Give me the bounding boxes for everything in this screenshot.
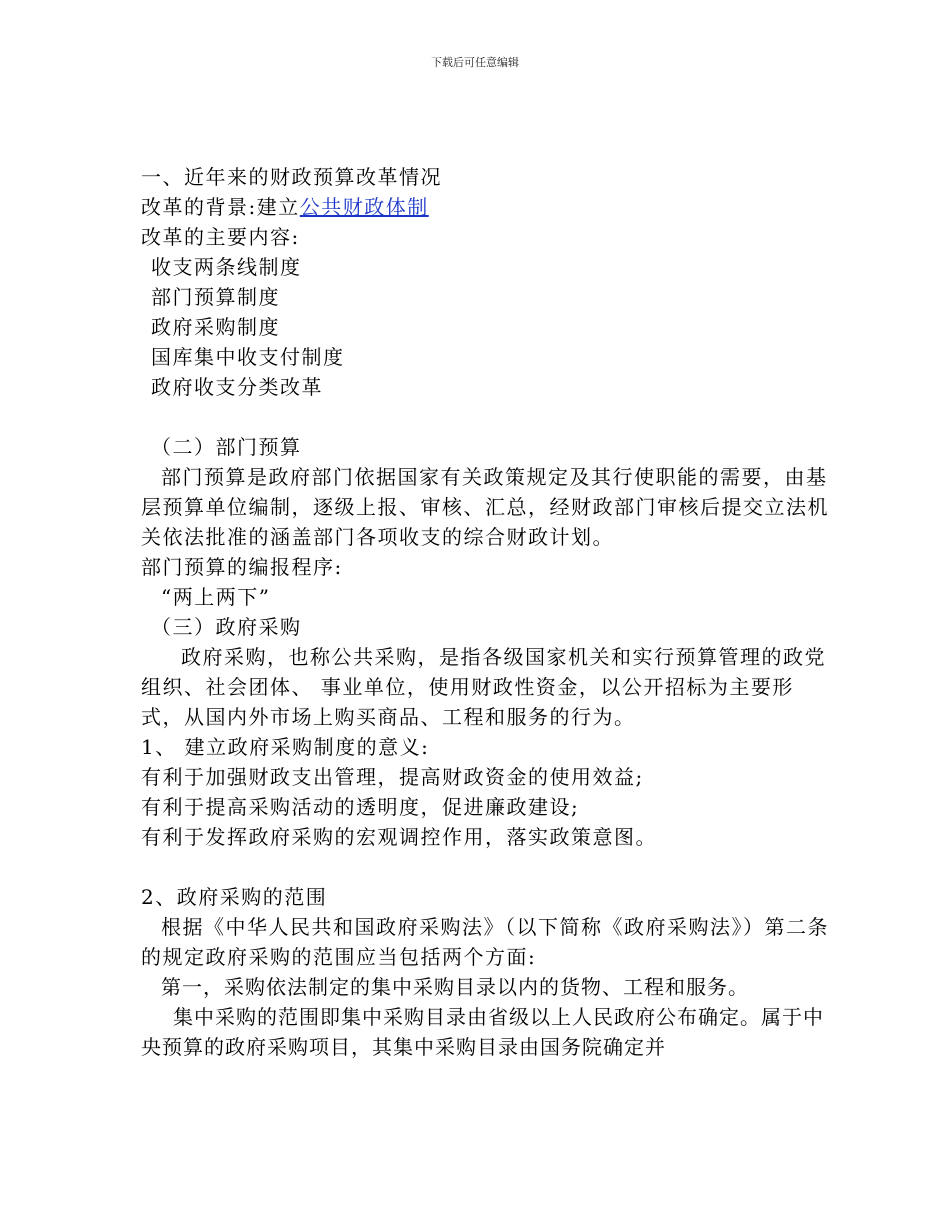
document-body <box>141 162 831 1062</box>
procurement-significance-title: 1、 建立政府采购制度的意义: <box>141 735 430 759</box>
department-budget-paragraph: 部门预算是政府部门依据国家有关政策规定及其行使职能的需要，由基层预算单位编制，逐级上报、审核、汇总，经财政部门审核后提交立法机关依法批准的涵盖部门各项收支的综合财政计划。 <box>141 465 829 549</box>
blank-line <box>141 852 831 882</box>
section-3-title: （三）政府采购 <box>151 615 302 639</box>
procurement-scope-paragraph: 根据《中华人民共和国政府采购法》（以下简称《政府采购法》）第二条的规定政府采购的范围应当包括两个方面: <box>141 915 829 969</box>
procurement-scope-first: 第一，采购依法制定的集中采购目录以内的货物、工程和服务。 <box>161 975 749 999</box>
reform-item: 政府采购制度 <box>151 315 280 339</box>
reform-item: 国库集中收支付制度 <box>151 345 345 369</box>
public-finance-link[interactable]: 公共财政体制 <box>299 195 429 219</box>
procurement-significance-item: 有利于发挥政府采购的宏观调控作用，落实政策意图。 <box>141 825 657 849</box>
reform-item: 部门预算制度 <box>151 285 280 309</box>
procurement-significance-item: 有利于提高采购活动的透明度，促进廉政建设; <box>141 795 580 819</box>
centralized-procurement-paragraph: 集中采购的范围即集中采购目录由省级以上人民政府公布确定。属于中央预算的政府采购项目，其集中采购目录由国务院确定并 <box>141 1005 824 1059</box>
section-1-title: 一、近年来的财政预算改革情况 <box>141 165 442 189</box>
budget-procedure-label: 部门预算的编报程序: <box>141 555 343 579</box>
section-2-title: （二）部门预算 <box>151 435 302 459</box>
government-procurement-paragraph: 政府采购，也称公共采购，是指各级国家机关和实行预算管理的政党组织、社会团体、 事业单位，使用财政性资金，以公开招标为主要形式，从国内外市场上购买商品、工程和服务的行为。 <box>141 645 826 729</box>
page-header: 下载后可任意编辑 <box>431 56 519 69</box>
procurement-scope-title: 2、政府采购的范围 <box>141 885 328 909</box>
reform-background <box>141 192 831 222</box>
procurement-significance-item: 有利于加强财政支出管理，提高财政资金的使用效益; <box>141 765 644 789</box>
reform-main-content-label: 改革的主要内容: <box>141 225 300 249</box>
reform-background-label: 改革的背景:建立 <box>141 195 300 219</box>
blank-line <box>141 402 831 432</box>
reform-item: 政府收支分类改革 <box>151 375 323 399</box>
budget-procedure-quote: “两上两下” <box>161 585 271 609</box>
reform-item: 收支两条线制度 <box>151 255 302 279</box>
